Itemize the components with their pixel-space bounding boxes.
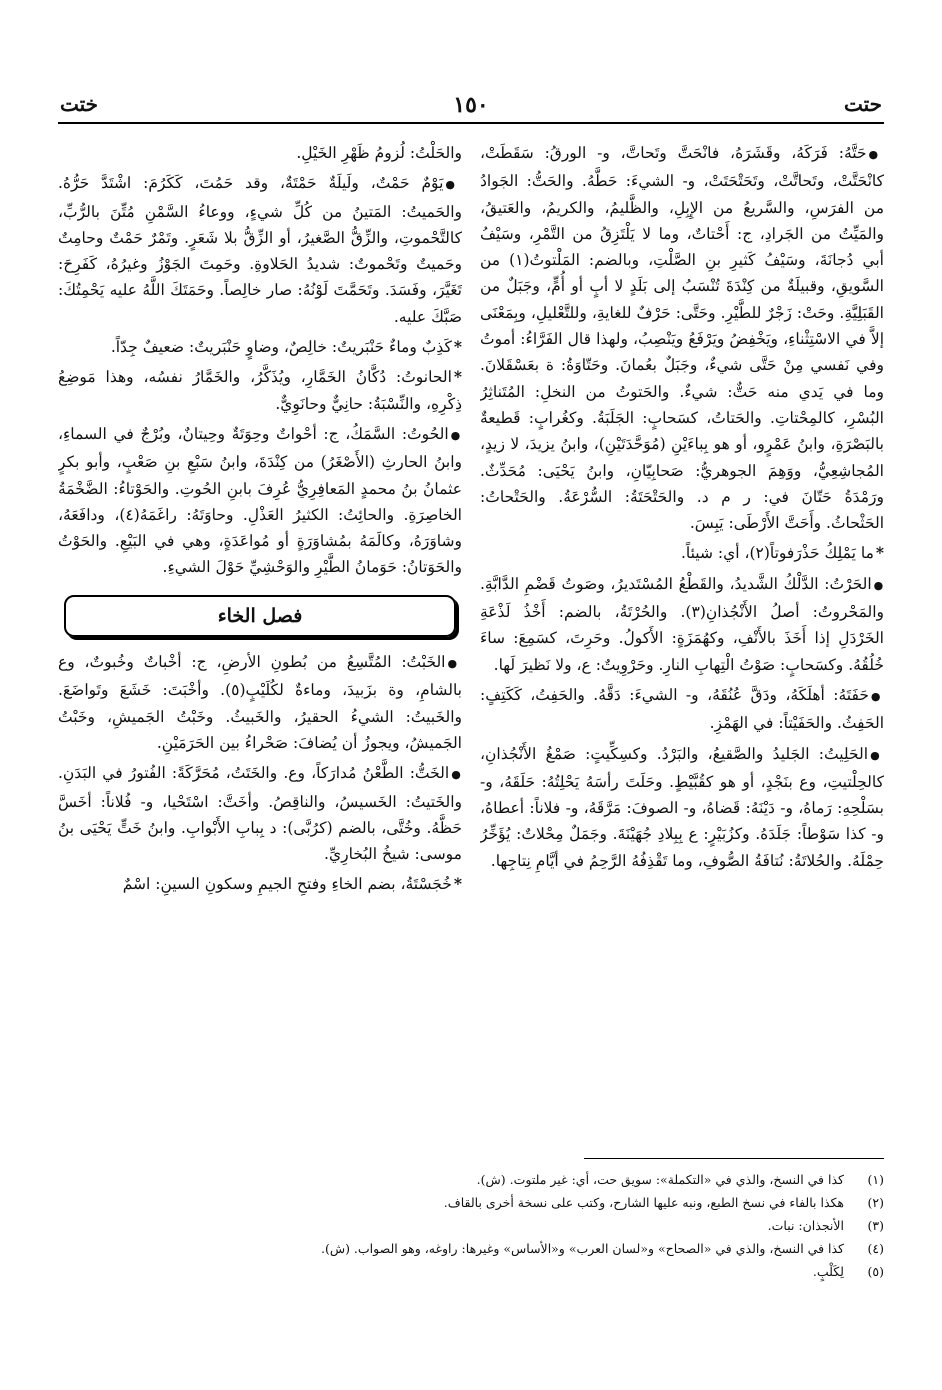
footnote: (٣) الأنجذان: نبات. <box>767 1218 884 1233</box>
section-title: فصل الخاء <box>64 595 456 637</box>
footnotes <box>58 1168 884 1283</box>
entry-khujasta: * خُجَسْتَةُ، بضم الخاءِ وفتحِ الجيمِ وسكونِ السينِ: اسْمٌ <box>58 871 462 897</box>
right-column <box>480 140 884 1140</box>
header-rule <box>58 122 884 124</box>
entry-hadhrafut: * ما يَمْلِكُ حَذْرَفوتاً(٢)، أي: شيئاً. <box>480 540 884 566</box>
entry-hanut: * الحانوتُ: دُكَّانُ الخَمَّارِ، ويُذَكَّرُ، والخَمَّارُ نفسُه، وهذا مَوضِعُ ذِكْرِهِ، والنِّسْبَةُ: حانِيٌّ وحانَوِيٌّ. <box>58 364 462 417</box>
header-left-keyword: ختت <box>60 92 99 116</box>
footnote-rule <box>584 1158 884 1159</box>
left-column <box>58 140 462 1140</box>
page-number: ١٥٠ <box>453 92 489 118</box>
entry-hart: ● الحَرْتُ: الدَّلْكُ الشَّديدُ، والقَطْعُ المُسْتَديرُ، وصَوتُ قَضْمِ الدَّابَّةِ. والمَحْروتُ: أصلُ الأَنْجُذانِ(٣). والحُرْتَةُ، بالضم: أَخْذُ لَذْعَةِ الخَرْدَلِ إذا أَخَذَ بالأَنْفِ، وكهُمَزَةٍ: الأَكولُ. وحَرِتَ، كسَمِعَ: ساءَ خُلُقُهُ. وكسَحابٍ: صَوْتُ الْتِهابِ النارِ. وحَرْوِيتٌ: ع، ولا نَظيرَ لَها. <box>480 571 884 678</box>
entry-hut: ● الحُوتُ: السَّمَكُ، ج: أحْواتٌ وحِوَتَةٌ وحِيتانٌ، وبُرْجٌ في السماءِ، وابنُ الحارثِ (الأَصْغَرُ) من كِنْدَةَ، وابنُ سَبْعِ بنِ صَعْبٍ، وأبو بكرٍ عثمانُ بنُ محمدٍ المَعافِرِيُّ عُرِفَ بابنِ الحُوتِ. والحَوْتاءُ: الضَّخْمَةُ الخاصِرَةِ. والحائِتُ: الكثيرُ العَذْلِ. وحاوَتَهُ: راغَمَهُ(٤)، ودافَعَهُ، وشاوَرَهُ، وكالَمَهُ بمُشاوَرَةٍ أو مُواعَدَةٍ، وهي في البَيْعِ. والحَوْتُ والحَوَتانُ: حَوَمانُ الطَّيْرِ والوَحْشِيِّ حَوْلَ الشيءِ. <box>58 421 462 581</box>
entry-halit: ● الحَلِيتُ: الجَليدُ والصَّقيعُ، والبَرْدُ. وكسِكِّيتٍ: صَمْغُ الأَنْجُذانِ، كالحِلْتيتِ، وع بنَجْدٍ، أو هو كقُبَّيْطٍ. وحَلَتَ رأسَهُ يَحْلِتُهُ: حَلَقَهُ، و- بسَلْحِهِ: رَماهُ، و- دَيْنَهُ: قَضاهُ، و- الصوفَ: مَرَّقَهُ، و- فلاناً: أعطاهُ، و- كذا سَوْطاً: جَلَدَهُ. وكزُبَيْرٍ: ع بِبِلادِ جُهَيْنَةَ. وجَمَلٌ مِحْلاتٌ: يُؤَخِّرُ حِمْلَهُ. والحُلاتَةُ: نُتافَةُ الصُّوفِ، وما تَقْذِفُهُ الرَّحِمُ في أيَّامِ نِتاجِها. <box>480 741 884 874</box>
entry-khabt: ● الخَبْتُ: المُتَّسِعُ من بُطونِ الأرضِ، ج: أخْباتٌ وخُبوتٌ، وع بالشامِ، وة بزَبيدَ، وماءةٌ لكُلَيْبٍ(٥). وأخْبَتَ: خَشَعَ وتَواضَعَ. والخَبيتُ: الشيءُ الحقيرُ، والخَبيثُ. وخَبْتُ الجَميشِ، وخَبْتُ الجَميشُ، ويجوزُ أن يُضافَ: صَحْراءُ بين الحَرَمَيْنِ. <box>58 649 462 756</box>
entry-hamt: ● يَوْمٌ حَمْتٌ، ولَيلَةٌ حَمْتَةٌ، وقد حَمُتَ، كَكَرُمَ: اشْتَدَّ حَرُّهُ. والحَميتُ: المَتينُ من كُلِّ شيءٍ، ووعاءُ السَّمْنِ مُتِّنَ بالرُّبِّ، كالتَّحْموتِ، والزِّقُّ الصَّغيرُ، أو الزِّقُّ بلا شَعَرٍ. وتَمْرٌ حَمْتٌ وحامِتٌ وحَميتٌ وتَحْموتٌ: شديدُ الحَلاوةِ. وحَمِتَ الجَوْزُ وغيرُهُ، كَفَرِحَ: تَغَيَّرَ، وفَسَدَ. وتَحَمَّتَ لَوْنُهُ: صار خالِصاً. وحَمَتَكَ اللَّهُ عليه يَحْمِتُكَ: صَبَّكَ عليه. <box>58 170 462 330</box>
footnote: (١) كذا في النسخ، والذي في «التكملة»: سويق حت، أي: غير ملتوت. (ش). <box>476 1172 884 1187</box>
footnote: (٤) كذا في النسخ، والذي في «الصحاح» و«لسان العرب» و«الأساس» وغيرها: راوغه، وهو الصواب. (ش). <box>320 1241 884 1256</box>
footnote: (٢) هكذا بالفاء في نسخ الطبع، ونبه عليها الشارح، وكتب على نسخة أخرى بالقاف. <box>443 1195 884 1210</box>
entry-khatt: ● الخَتُّ: الطَّعْنُ مُدارَكاً، وع. والخَتَتُ، مُحَرَّكَةً: الفُتورُ في البَدَنِ. والخَتيتُ: الخَسيسُ، والناقِصُ. وأخَتَّ: اسْتَحْيا، و- فُلاناً: أخَسَّ حَظَّهُ. وخُتَّى، بالضم (كرُبَّى): د بِبابِ الأَبْوابِ. وابنُ خَتٍّ يَحْيَى بنُ موسى: شيخُ البُخارِيِّ. <box>58 760 462 867</box>
entry-halt: والحَلْتُ: لُزومُ ظَهْرِ الخَيْلِ. <box>296 144 462 162</box>
footnote: (٥) لِكَلْبٍ. <box>812 1264 884 1279</box>
header-right-keyword: حتت <box>843 92 882 116</box>
entry-hanbarit: * كَذِبٌ وماءٌ حَنْبَريتٌ: خالِصٌ، وضاوٍ حَنْبَريتٌ: ضعيفٌ جِدّاً. <box>58 334 462 360</box>
entry-hafat: ● حَفَتَهُ: أهلَكَهُ، ودَقَّ عُنُقَهُ، و- الشيءَ: دَقَّهُ. والحَفِتُ، كَكَتِفٍ: الحَفِثُ. والحَفَيْتاً: في الهَمْزِ. <box>480 682 884 737</box>
entry-htt: ● حَتَّهُ: فَرَكَهُ، وقَشَرَهُ، فانْحَتَّ وتَحاتَّ، و- الورقُ: سَقَطَتْ، كانْحَتَّتْ، وتَحاتَّتْ، وتَحَتْحَتَتْ، و- الشيءَ: حَطَّهُ. والحَتُّ: الجَوادُ من الفرَسِ، والسَّريعُ من الإِبِلِ، والظَّليمُ، والكريمُ، والعَتيقُ، والمَيِّتُ من الجَرادِ، ج: أَحْتاتٌ، وما لا يَلْتَزِقُ من التَّمْرِ، وسَيْفُ أبي دُجانَةَ، وسَيْفُ كَثيرِ بنِ الصَّلْتِ، وبالضم: المَلْتوتُ(١) من السَّويقِ، وقبيلَةٌ من كِنْدَةَ تُنْسَبُ إلى بَلَدٍ لا أبٍ أو أُمٍّ، وجَبَلٌ من القَبَلِيَّةِ. وحَتْ: زَجْرٌ للطَّيْرِ. وحَتَّى: حَرْفٌ للغايةِ، وللتَّعْليلِ، وبِمَعْنَى إلاَّ في الاسْتِثْناءِ، ويَخْفِضُ ويَرْفَعُ ويَنْصِبُ، ولهذا قال الفَرَّاءُ: أموتُ وفي نَفسي مِنْ حَتَّى شيءٌ، وجَبَلٌ بعُمانَ. وحَتّاوَةُ: ة بعَسْقَلانَ. وما في يَدي منه حَتٌّ: شيءٌ. والحَتوتُ من النخلِ: المُتَناثِرُ البُسْرِ، كالمِحْتاتِ. والحَتاتُ، كسَحابٍ: الجَلَبَةُ. وكغُرابٍ: قَطيعةٌ بالبَصْرَةِ، وابنُ عَمْرٍو، أو هو بِباءَيْنِ (مُوَحَّدَتَيْنِ)، وابنُ يزيدَ، لا زيدٍ، المُجاشِعِيُّ، ووَهِمَ الجوهريُّ: صَحابِيّانِ، وابنُ يَحْيَى: مُحَدِّثٌ. ورَمْدَةُ حَتّانَ في: ر م د. والحَتْحَتَةُ: السُّرْعَةُ. والحَتْحاتُ: الحَثْحاثُ. وأَحَتَّ الأَرْطَى: يَبِسَ. <box>480 140 884 536</box>
